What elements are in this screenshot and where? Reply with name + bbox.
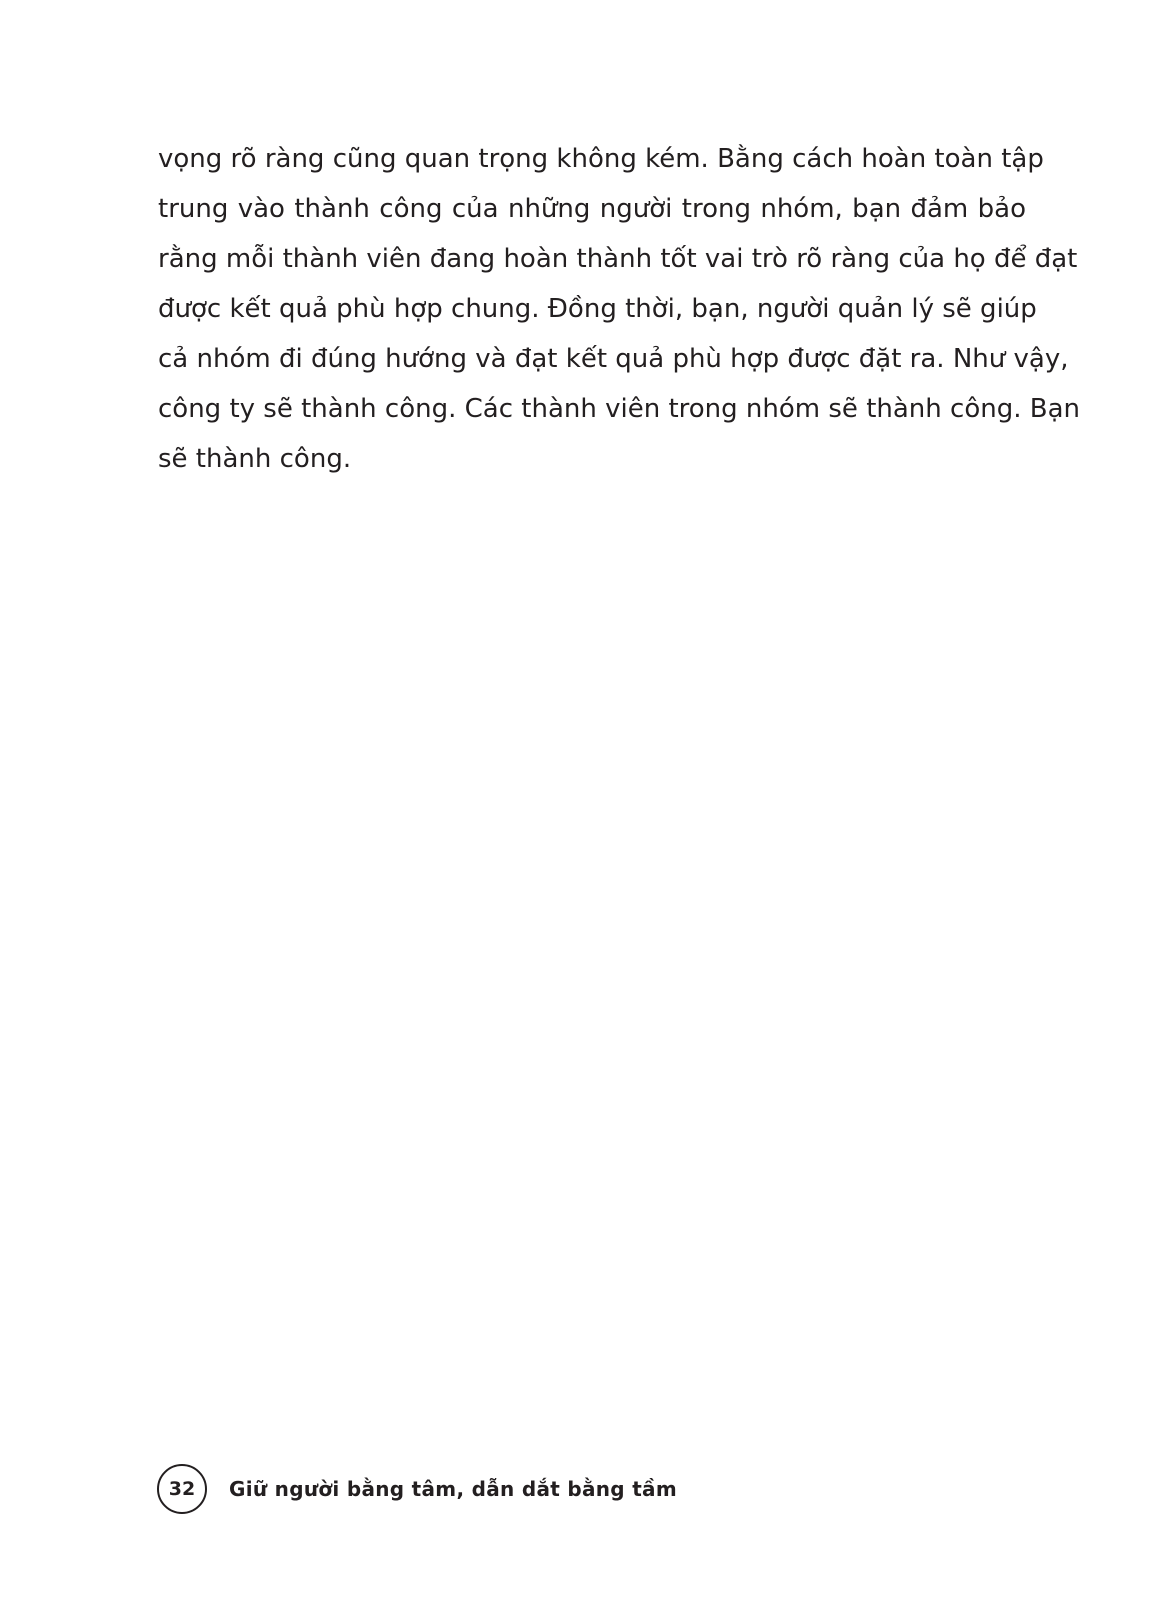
page-footer [157,1464,677,1514]
text-line: trung vào thành công của những người trong nhóm, bạn đảm bảo [158,194,1026,224]
text-line: vọng rõ ràng cũng quan trọng không kém. Bằng cách hoàn toàn tập [158,144,1044,174]
page-number: 32 [157,1464,207,1514]
body-paragraph [158,134,1080,484]
running-title: Giữ người bằng tâm, dẫn dắt bằng tầm [229,1477,677,1501]
text-line: công ty sẽ thành công. Các thành viên trong nhóm sẽ thành công. Bạn [158,394,1080,424]
text-line: được kết quả phù hợp chung. Đồng thời, bạn, người quản lý sẽ giúp [158,294,1037,324]
text-line: rằng mỗi thành viên đang hoàn thành tốt vai trò rõ ràng của họ để đạt [158,244,1078,274]
text-line: sẽ thành công. [158,444,352,474]
text-line: cả nhóm đi đúng hướng và đạt kết quả phù hợp được đặt ra. Như vậy, [158,344,1069,374]
